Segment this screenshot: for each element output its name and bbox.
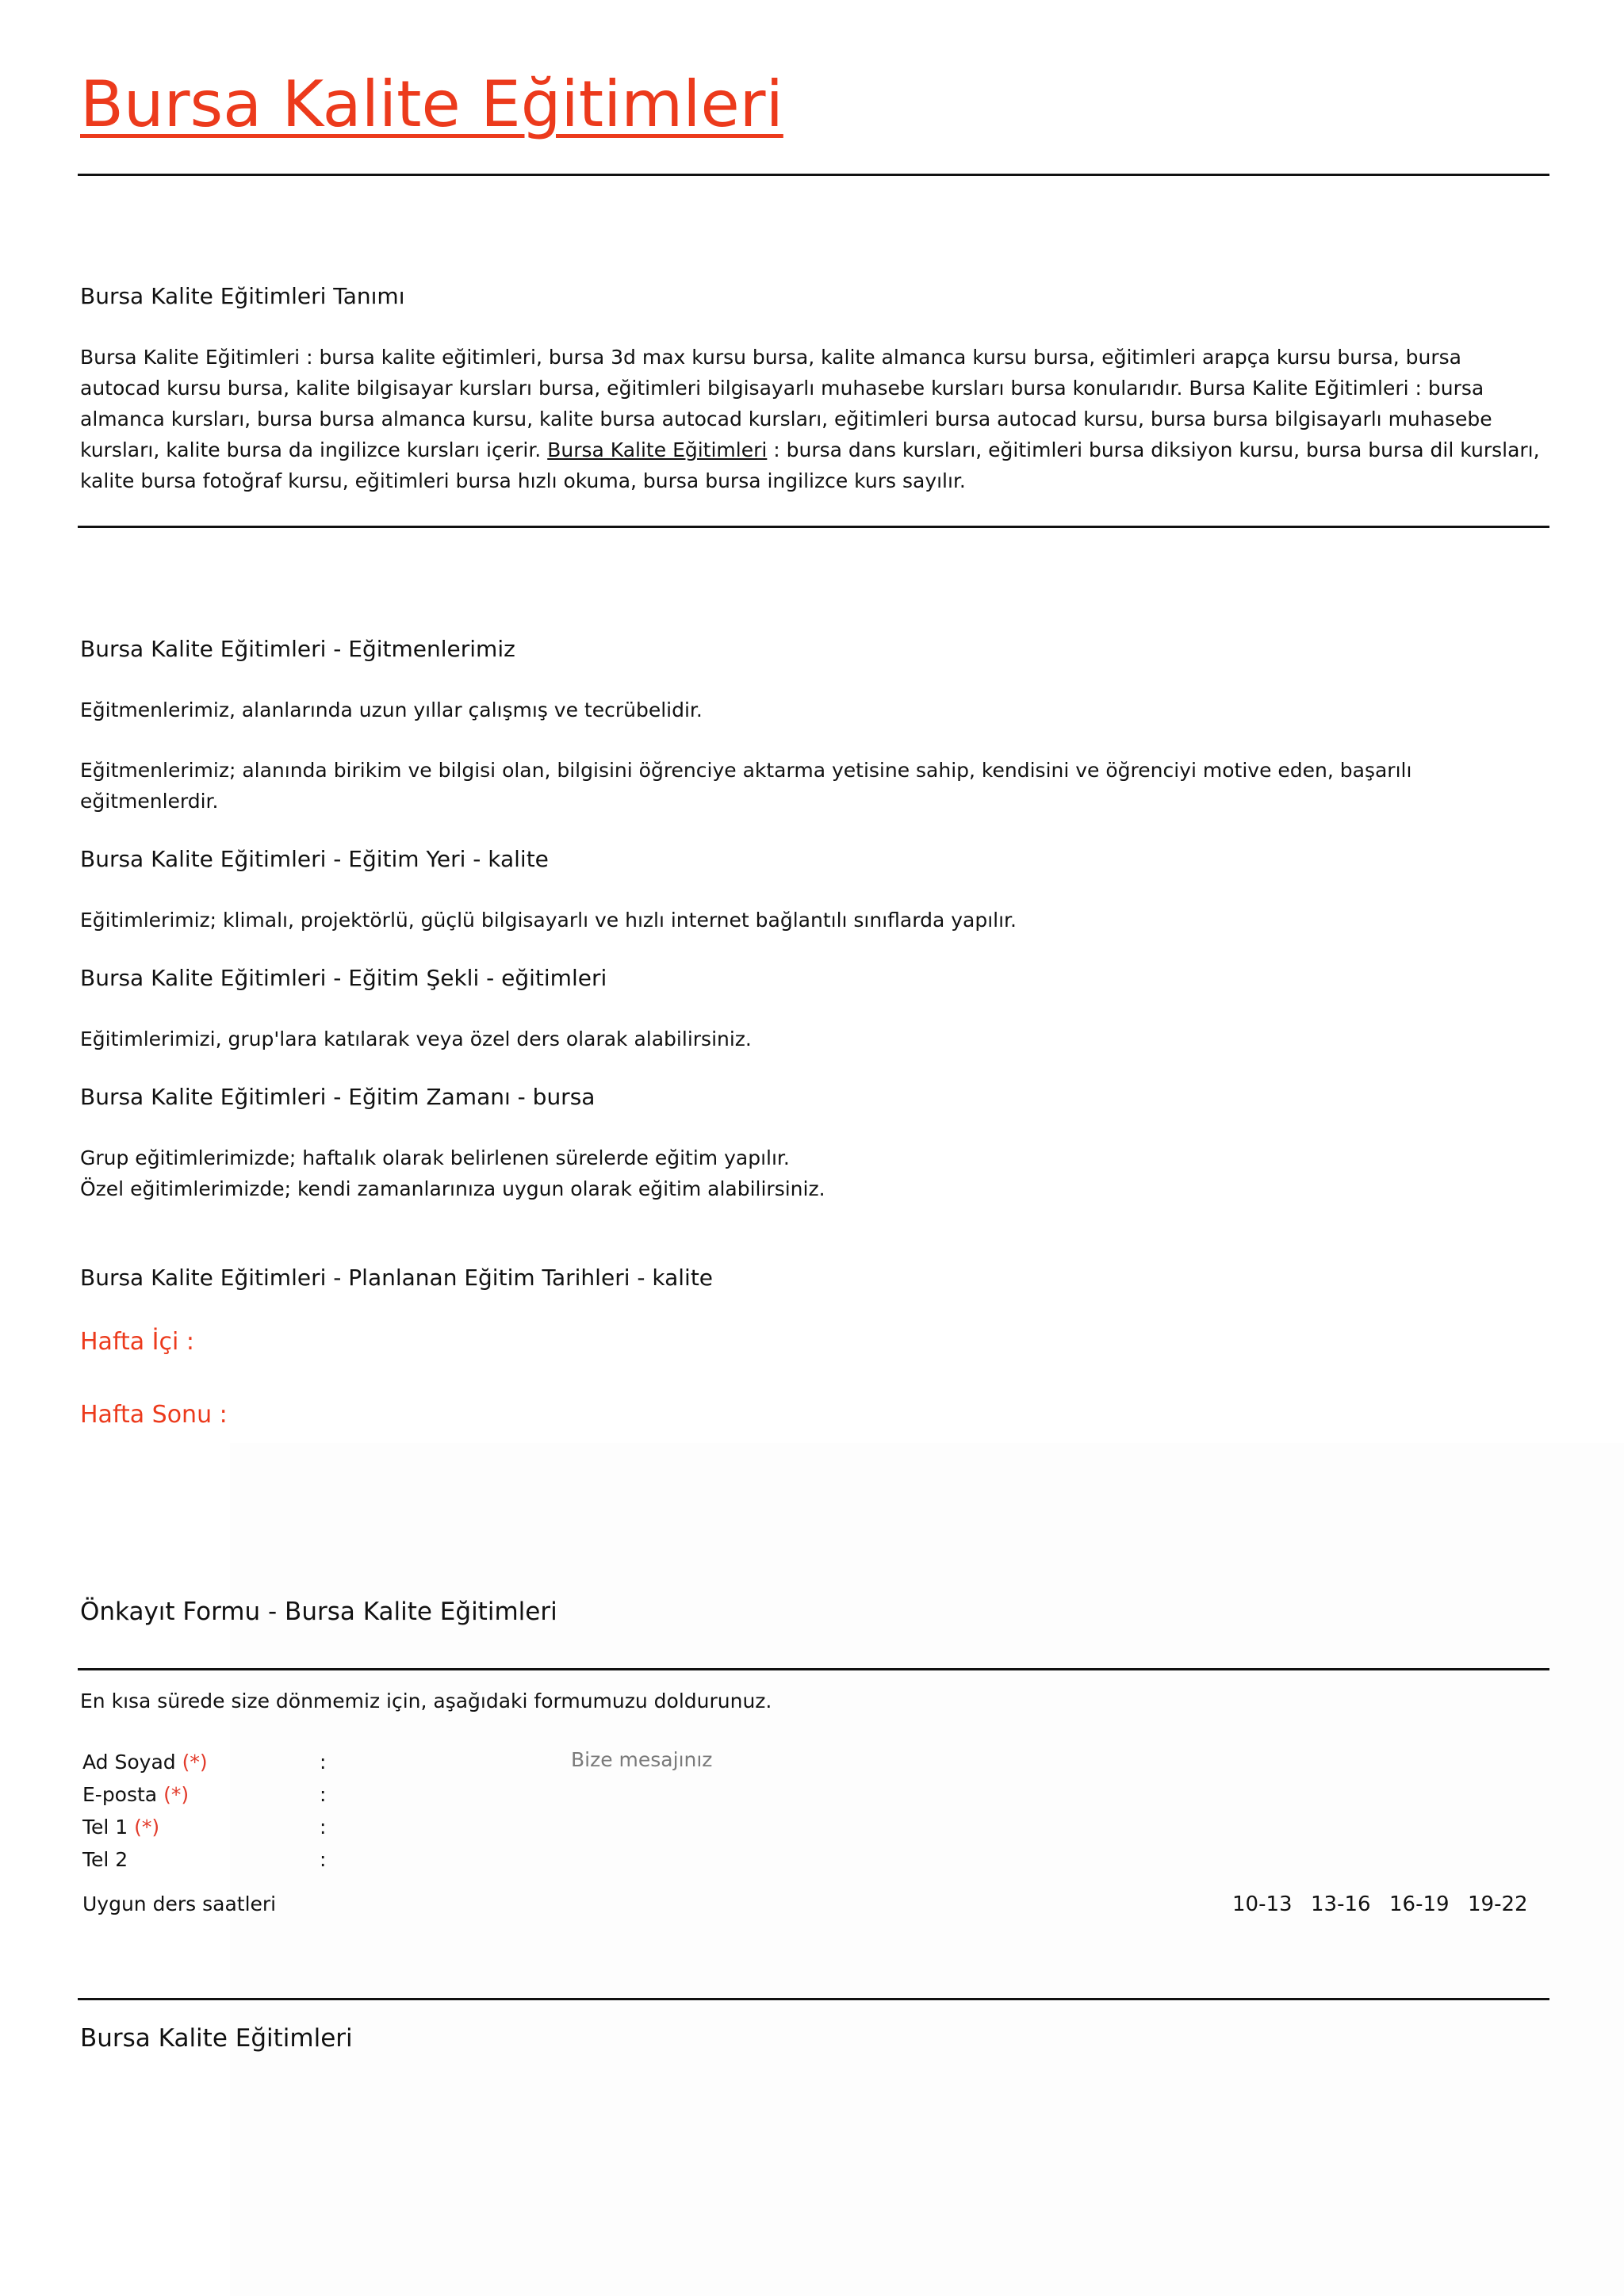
email-colon: : [320, 1783, 327, 1806]
location-heading: Bursa Kalite Eğitimleri - Eğitim Yeri - kalite [80, 846, 549, 872]
email-field-label[interactable] [82, 1779, 189, 1811]
about-text-2: : bursa dans kursları, eğitimleri bursa diksiyon kursu, bursa bursa dil kursları, kalite bursa fotoğraf kursu, eğitimleri bursa hızlı okuma, bursa bursa ingilizce kurs sayılır. [80, 438, 1540, 492]
divider [78, 1998, 1549, 2000]
email-label-text: E-posta [82, 1783, 158, 1806]
footer-title: Bursa Kalite Eğitimleri [80, 2024, 353, 2053]
about-text-1: Bursa Kalite Eğitimleri : bursa kalite eğitimleri, bursa 3d max kursu bursa, kalite almanca kursu bursa, eğitimleri arapça kursu bursa, bursa autocad kursu bursa, kalite bilgisayar kursları bursa, eğitimleri bilgisayarlı muhasebe kursları bursa konularıdır. Bursa Kalite Eğitimleri : bursa almanca kursları, bursa bursa almanca kursu, kalite bursa autocad kursları, eğitimleri bursa autocad kursu, bursa bursa bilgisayarlı muhasebe kursları, kalite bursa da ingilizce kursları içerir. [80, 346, 1492, 461]
background-panel [230, 1443, 1624, 2296]
divider [78, 526, 1549, 528]
weekday-label: Hafta İçi : [80, 1328, 194, 1356]
format-heading: Bursa Kalite Eğitimleri - Eğitim Şekli - eğitimleri [80, 965, 607, 991]
form-heading: Önkayıt Formu - Bursa Kalite Eğitimleri [80, 1598, 557, 1626]
timing-line-1: Grup eğitimlerimizde; haftalık olarak belirlenen sürelerde eğitim yapılır. [80, 1146, 790, 1169]
about-heading: Bursa Kalite Eğitimleri Tanımı [80, 283, 405, 309]
instructors-paragraph-2: Eğitmenlerimiz; alanında birikim ve bilgisi olan, bilgisini öğrenciye aktarma yetisine sahip, kendisini ve öğrenciyi motive eden, başarılı eğitmenlerdir. [80, 759, 1412, 813]
divider [78, 174, 1549, 176]
timing-heading: Bursa Kalite Eğitimleri - Eğitim Zamanı - bursa [80, 1084, 596, 1110]
timing-line-2: Özel eğitimlerimizde; kendi zamanlarınıza uygun olarak eğitim alabilirsiniz. [80, 1177, 825, 1200]
hour-option-13-16[interactable]: 13-16 [1311, 1892, 1371, 1916]
required-mark: (*) [134, 1816, 160, 1839]
location-paragraph: Eğitimlerimiz; klimalı, projektörlü, güçlü bilgisayarlı ve hızlı internet bağlantılı sınıflarda yapılır. [80, 909, 1017, 932]
hours-label: Uygun ders saatleri [82, 1892, 277, 1915]
about-paragraph [80, 342, 1547, 496]
name-colon: : [320, 1751, 327, 1774]
message-textarea[interactable]: Bize mesajınız [571, 1748, 713, 1771]
about-link[interactable]: Bursa Kalite Eğitimleri [547, 438, 768, 461]
required-mark: (*) [163, 1783, 190, 1806]
phone1-label-text: Tel 1 [82, 1816, 128, 1839]
phone2-field-label[interactable] [82, 1844, 128, 1876]
hour-option-10-13[interactable]: 10-13 [1232, 1892, 1293, 1916]
instructors-heading: Bursa Kalite Eğitimleri - Eğitmenlerimiz [80, 636, 515, 662]
hour-option-16-19[interactable]: 16-19 [1389, 1892, 1450, 1916]
divider [78, 1668, 1549, 1670]
schedule-heading: Bursa Kalite Eğitimleri - Planlanan Eğitim Tarihleri - kalite [80, 1265, 714, 1291]
required-mark: (*) [182, 1751, 208, 1774]
weekend-label: Hafta Sonu : [80, 1401, 228, 1429]
phone1-colon: : [320, 1816, 327, 1839]
phone1-field-label[interactable] [82, 1812, 159, 1843]
name-field-label[interactable] [82, 1747, 208, 1778]
hour-option-19-22[interactable]: 19-22 [1468, 1892, 1528, 1916]
phone2-label-text: Tel 2 [82, 1848, 128, 1871]
phone2-colon: : [320, 1848, 327, 1871]
format-paragraph: Eğitimlerimizi, grup'lara katılarak veya özel ders olarak alabilirsiniz. [80, 1027, 752, 1050]
site-title-link[interactable]: Bursa Kalite Eğitimleri [80, 67, 783, 141]
form-intro: En kısa sürede size dönmemiz için, aşağıdaki formumuzu doldurunuz. [80, 1689, 772, 1712]
instructors-paragraph-1: Eğitmenlerimiz, alanlarında uzun yıllar çalışmış ve tecrübelidir. [80, 698, 703, 721]
name-label-text: Ad Soyad [82, 1751, 176, 1774]
